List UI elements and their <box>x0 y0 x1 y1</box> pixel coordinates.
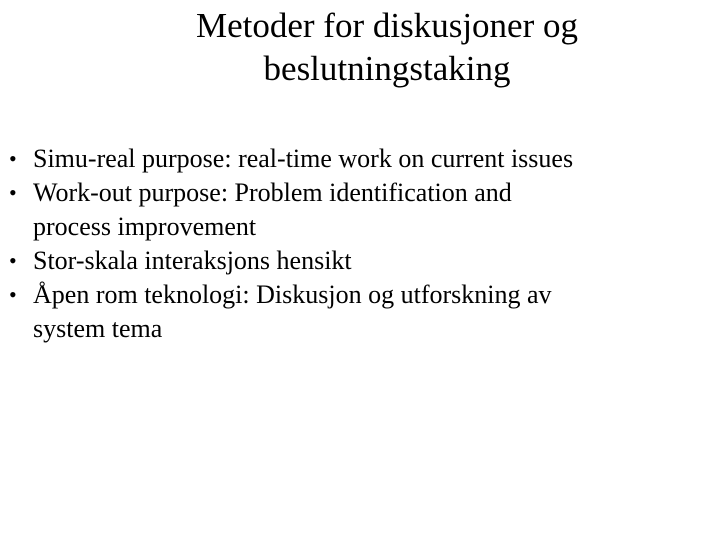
bullet-item-stor-skala <box>0 244 720 278</box>
bullet-item-apen-rom <box>0 278 720 346</box>
bullet-dot-icon: • <box>9 248 17 273</box>
bullet-text: Work-out purpose: Problem identification and <box>33 178 512 207</box>
slide-title <box>108 4 666 90</box>
bullet-dot-icon: • <box>9 180 17 205</box>
bullet-item-simu-real <box>0 142 720 176</box>
bullet-text: Åpen rom teknologi: Diskusjon og utforskning av <box>33 280 552 309</box>
bullet-text: Stor-skala interaksjons hensikt <box>33 246 352 275</box>
bullet-list <box>0 142 720 346</box>
bullet-text: Simu-real purpose: real-time work on current issues <box>33 144 574 173</box>
slide-title-line-2: beslutningstaking <box>263 49 511 88</box>
bullet-item-work-out <box>0 176 720 244</box>
bullet-text-continued: system tema <box>33 314 163 343</box>
bullet-dot-icon: • <box>9 282 17 307</box>
bullet-dot-icon: • <box>9 146 17 171</box>
bullet-text-continued: process improvement <box>33 212 257 241</box>
slide-title-line-1: Metoder for diskusjoner og <box>195 6 578 45</box>
